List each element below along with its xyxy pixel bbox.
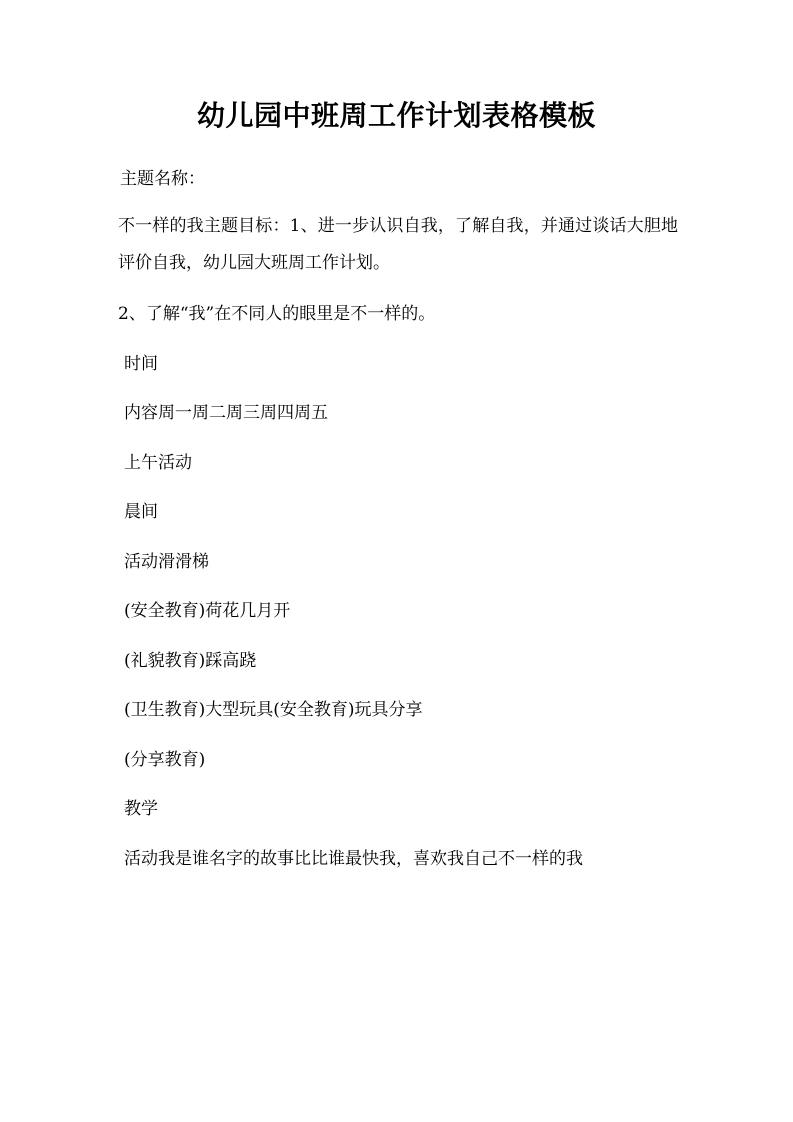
paragraph-morning-activity: 上午活动 <box>124 453 192 473</box>
paragraph-content-weekdays: 内容周一周二周三周四周五 <box>124 403 328 423</box>
paragraph-teaching: 教学 <box>124 799 158 819</box>
paragraph-manners-education: (礼貌教育)踩高跷 <box>124 651 257 671</box>
paragraph-slide-activity: 活动滑滑梯 <box>124 552 209 572</box>
paragraph-theme-goal: 不一样的我主题目标：1、进一步认识自我，了解自我，并通过谈话大胆地评价自我，幼儿园大班周工作计划。 <box>118 216 678 273</box>
paragraph-theme-name: 主题名称： <box>120 169 205 189</box>
paragraph-safety-education: (安全教育)荷花几月开 <box>124 601 291 621</box>
paragraph-sharing-education: (分享教育) <box>124 750 206 770</box>
paragraph-teaching-activity: 活动我是谁名字的故事比比谁最快我，喜欢我自己不一样的我 <box>124 849 583 869</box>
paragraph-goal-2: 2、了解“我”在不同人的眼里是不一样的。 <box>118 304 436 324</box>
paragraph-early-morning: 晨间 <box>124 502 158 522</box>
paragraph-hygiene-education: (卫生教育)大型玩具(安全教育)玩具分享 <box>124 700 423 720</box>
document-title: 幼儿园中班周工作计划表格模板 <box>196 99 596 132</box>
paragraph-time: 时间 <box>124 354 158 374</box>
